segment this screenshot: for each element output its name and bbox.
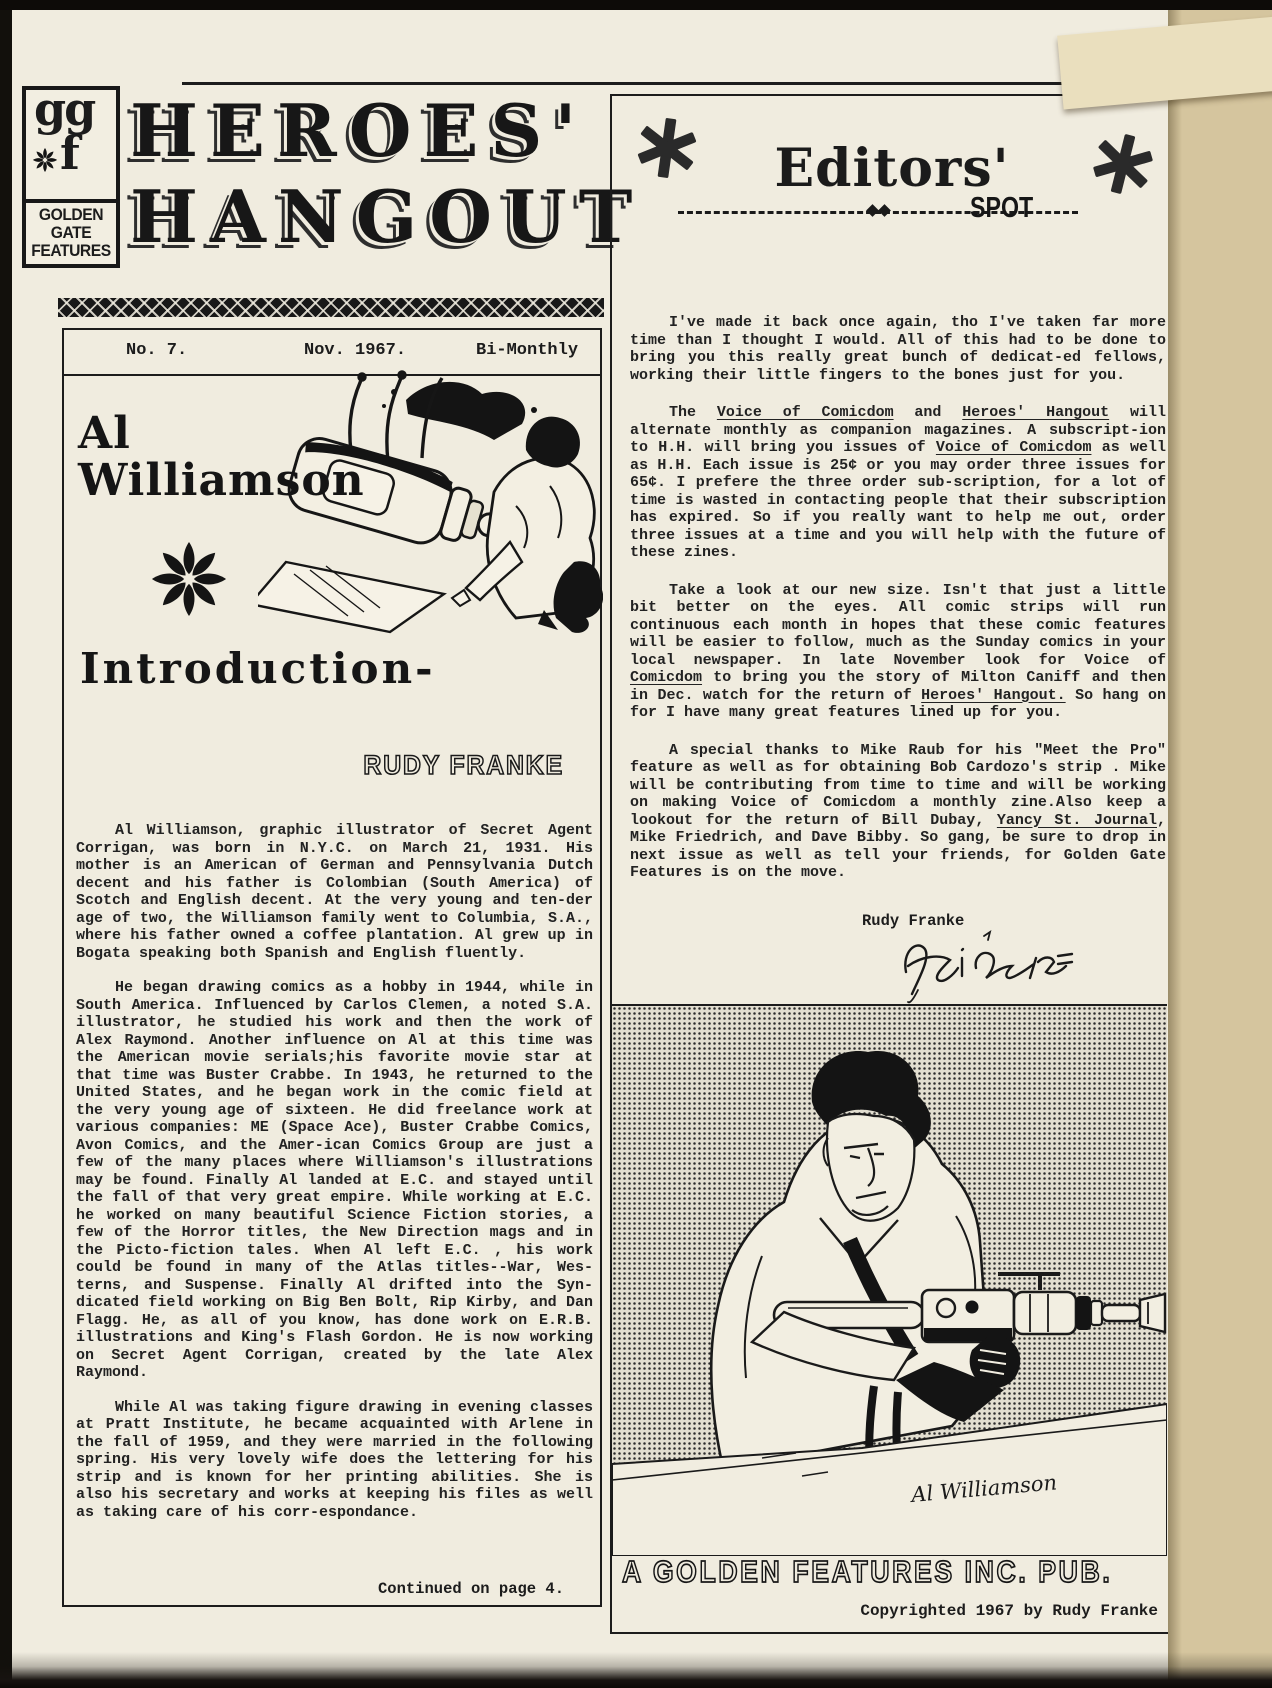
- issue-frequency: Bi-Monthly: [476, 341, 579, 360]
- page-edge-top: [0, 0, 1272, 10]
- logo-letters-f-row: [32, 126, 80, 180]
- rudy-franke-signature: [888, 928, 1078, 1006]
- issue-number: No. 7.: [126, 341, 188, 360]
- paragraph: While Al was taking figure drawing in evening classes at Pratt Institute, he became acquainted with Arlene in the fall of 1959, and they were married in the following spring. His very lovely wife does the lettering for his strip and is known for her printing abilities. She is also his secretary and works at keeping his files as well as taking care of his corr-espondance.: [76, 1398, 593, 1521]
- masthead-line1: HEROES': [130, 88, 589, 173]
- paragraph: Take a look at our new size. Isn't that just a little bit better on the eyes. All comic strips will run continuous each month in hopes that these comic features will be easier to follow, much as the Sunday comics in your local newspaper. In late November look for Voice of Comicdom to bring you the story of Milton Caniff and then in Dec. watch for the return of Heroes' Hangout. So hang on for I have many great features lined up for you.: [630, 581, 1166, 721]
- logo-name-line: GATE: [50, 223, 92, 242]
- paragraph: The Voice of Comicdom and Heroes' Hangout will alternate monthly as companion magazines. A subscript-ion to H.H. will bring you issues of Voice of Comicdom as well as H.H. Each issue is 25¢ or you may order three issues for 65¢. I prefere the three order sub-scription, for a lot of time is wasted in contacting people that their subscription has expired. So if you really want to help me out, order three issues at a time and you will help with the future of these zines.: [630, 404, 1167, 561]
- masthead-title: [130, 88, 645, 260]
- page-edge-left: [0, 0, 12, 1688]
- masthead-line2: HANGOUT: [130, 174, 645, 259]
- editors-body: [630, 314, 1166, 902]
- page-edge-shade: [1168, 0, 1182, 1688]
- issue-date: Nov. 1967.: [304, 341, 407, 360]
- six-point-asterisk-icon: [1090, 128, 1156, 200]
- editors-title: Editors': [774, 138, 1010, 199]
- logo-name-line: FEATURES: [31, 241, 111, 260]
- left-article-box: [62, 328, 602, 1607]
- editors-spot-box: [610, 94, 1170, 1634]
- logo-letters: [26, 82, 116, 190]
- paragraph: A special thanks to Mike Raub for his "Meet the Pro" feature as well as for obtaining Bob Cardozo's strip . Mike will be contributing from time to time and will be working on making Voice of Comicdom a monthly zine.Also keep a lookout for the return of Bill Dubay, Yancy St. Journal, Mike Friedrich, and Dave Bibby. So gang, be sure to drop in next issue as well as tell your friends, for Golden Gate Features is on the move.: [630, 741, 1167, 881]
- top-rule: [182, 82, 1172, 85]
- braid-border: [58, 298, 604, 317]
- paragraph: He began drawing comics as a hobby in 1944, while in South America. Influenced by Carlos Clemen, a noted S.A. illustrator, he studied his work and then the work of Alex Raymond. Another influence on Al at this time was the American movie serials;his favorite movie star at that time was Buster Crabbe. In 1943, he returned to the United States, and he began work in the comic field at the very young age of sixteen. He did freelance work at various companies: ME (Space Ace), Buster Crabbe Comics, Avon Comics, and the Amer-ican Comics Group are just a few of the many places where Williamson's illustrations may be found. Finally Al landed at E.C. and stayed until the fall of that very great empire. While working at E.C. he worked on many beautiful Science Fiction stories, a few of the Horror titles, the New Direction mags and in the Picto-fiction tales. When Al left E.C. , his work could be found in many of the Atlas titles--War, Wes-terns, and Suspense. Finally Al drifted into the Syn-dicated field working on Big Ben Bolt, Rip Kirby, and Dan Flagg. He, as all of you know, has done work on E.R.B. illustrations and King's Flash Gordon. He is now working on Secret Agent Corrigan, created by the late Alex Raymond.: [76, 979, 593, 1381]
- flower-asterisk-icon: [150, 540, 228, 618]
- page-edge-bottom: [0, 1652, 1272, 1688]
- byline: RUDY FRANKE: [363, 750, 564, 780]
- subject-line2: Williamson: [78, 455, 365, 506]
- article-subject: [78, 410, 365, 504]
- logo-letters-gg: gg: [34, 82, 95, 136]
- article-body: [76, 822, 593, 1538]
- continued-notice: Continued on page 4.: [377, 1580, 564, 1598]
- paragraph: I've made it back once again, tho I've taken far more time than I thought I would. All of this had to be done to bring you this really great bunch of dedicat-ed fellows, working their little fingers to the bones just for you.: [630, 314, 1166, 384]
- flower-asterisk-icon: [32, 147, 58, 173]
- section-heading: Introduction-: [80, 644, 436, 693]
- corrigan-illustration: [612, 1004, 1167, 1556]
- golden-gate-features-logo: [22, 82, 120, 268]
- logo-letter-f: f: [60, 126, 80, 180]
- drawing-board: [258, 562, 444, 632]
- editors-subtitle: SPOT: [970, 192, 1034, 224]
- page-edge-right: [1168, 0, 1272, 1688]
- ink-splash: [382, 382, 537, 440]
- logo-name-line: GOLDEN: [38, 205, 104, 224]
- paper-sheet: [12, 10, 1168, 1680]
- logo-name: [22, 199, 120, 268]
- rule-ornament: [864, 204, 898, 216]
- paragraph: Al Williamson, graphic illustrator of Secret Agent Corrigan, was born in N.Y.C. on March 21, 1931. His mother is an American of German and Pennsylvania Dutch decent and his father is Colombian (South America) of Scotch and English decent. At the very young and ten-der age of two, the Williamson family went to Columbia, S.A., where his father owned a coffee plantation. Al grew up in Bogata speaking both Spanish and English fluently.: [76, 822, 593, 962]
- six-point-asterisk-icon: [634, 112, 700, 184]
- copyright-line: Copyrighted 1967 by Rudy Franke: [860, 1602, 1158, 1620]
- subject-line1: Al: [78, 408, 131, 459]
- art-signature: Al Williamson: [910, 1470, 1058, 1507]
- publisher-line: A GOLDEN FEATURES INC. PUB.: [622, 1554, 1113, 1589]
- editor-signoff: Rudy Franke: [862, 912, 965, 930]
